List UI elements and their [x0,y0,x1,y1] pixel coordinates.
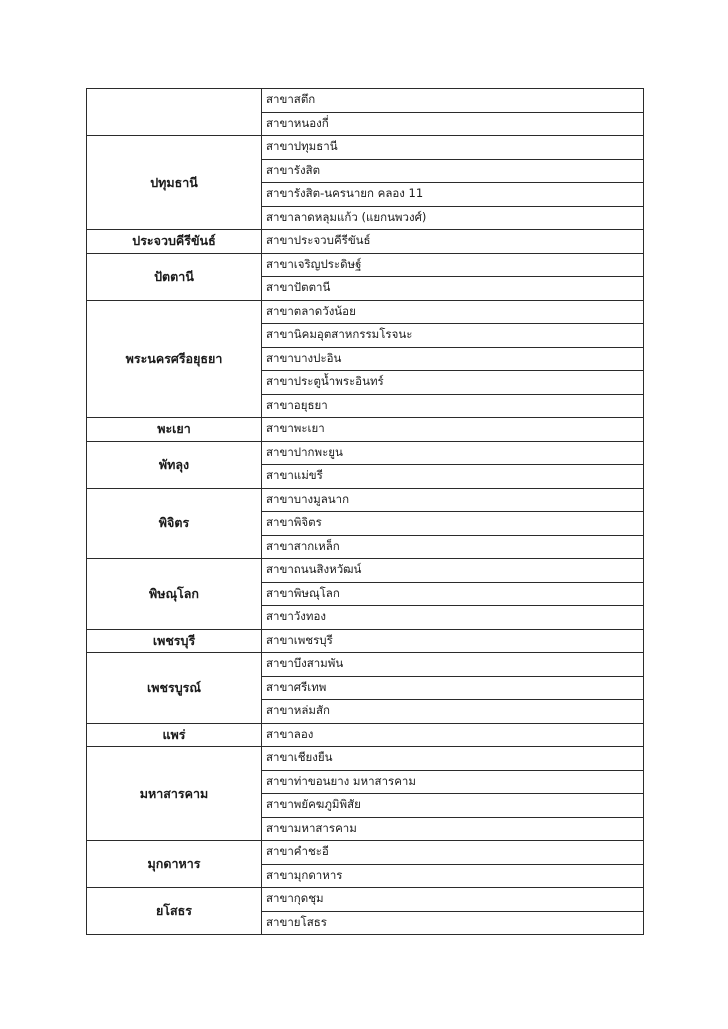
province-cell: พัทลุง [87,441,262,488]
table-body [87,89,644,935]
province-cell: ปทุมธานี [87,136,262,230]
branch-cell: สาขาอยุธยา [262,394,644,418]
province-cell: แพร่ [87,723,262,747]
province-cell: พะเยา [87,418,262,442]
branch-cell: สาขาบึงสามพัน [262,653,644,677]
province-cell: มหาสารคาม [87,747,262,841]
branch-cell: สาขามุกดาหาร [262,864,644,888]
branch-cell: สาขาบางมูลนาก [262,488,644,512]
table-row [87,418,644,442]
province-cell: พระนครศรีอยุธยา [87,300,262,418]
branch-cell: สาขาหล่มสัก [262,700,644,724]
branch-cell: สาขาถนนสิงหวัฒน์ [262,559,644,583]
table-row [87,841,644,865]
table-row [87,653,644,677]
branch-cell: สาขากุดชุม [262,888,644,912]
province-cell: ยโสธร [87,888,262,935]
table-row [87,89,644,113]
province-cell: พิษณุโลก [87,559,262,630]
table-row [87,559,644,583]
branch-cell: สาขามหาสารคาม [262,817,644,841]
province-cell: ปัตตานี [87,253,262,300]
branch-cell: สาขาเชียงยืน [262,747,644,771]
branch-cell: สาขาปัตตานี [262,277,644,301]
province-cell: ประจวบคีรีขันธ์ [87,230,262,254]
branch-cell: สาขานิคมอุตสาหกรรมโรจนะ [262,324,644,348]
table-row [87,441,644,465]
table-row [87,300,644,324]
table-row [87,888,644,912]
branch-cell: สาขาลอง [262,723,644,747]
branch-cell: สาขายโสธร [262,911,644,935]
table-row [87,488,644,512]
branch-cell: สาขาศรีเทพ [262,676,644,700]
branch-cell: สาขาตลาดวังน้อย [262,300,644,324]
province-branch-table [86,88,644,935]
table-row [87,629,644,653]
branch-cell: สาขาพะเยา [262,418,644,442]
table-row [87,230,644,254]
province-cell [87,89,262,136]
table-row [87,747,644,771]
branch-cell: สาขาท่าขอนยาง มหาสารคาม [262,770,644,794]
branch-cell: สาขาบางปะอิน [262,347,644,371]
branch-cell: สาขาปากพะยูน [262,441,644,465]
province-cell: เพชรบุรี [87,629,262,653]
branch-cell: สาขาวังทอง [262,606,644,630]
branch-cell: สาขาสากเหล็ก [262,535,644,559]
branch-cell: สาขาประตูน้ำพระอินทร์ [262,371,644,395]
branch-cell: สาขาคำชะอี [262,841,644,865]
branch-cell: สาขาแม่ขรี [262,465,644,489]
branch-cell: สาขาหนองกี่ [262,112,644,136]
branch-cell: สาขาสตึก [262,89,644,113]
branch-cell: สาขาพยัคฆภูมิพิสัย [262,794,644,818]
branch-cell: สาขารังสิต-นครนายก คลอง 11 [262,183,644,207]
branch-cell: สาขาพิจิตร [262,512,644,536]
province-cell: พิจิตร [87,488,262,559]
table-row [87,723,644,747]
branch-cell: สาขาปทุมธานี [262,136,644,160]
branch-cell: สาขาประจวบคีรีขันธ์ [262,230,644,254]
table-row [87,136,644,160]
province-cell: มุกดาหาร [87,841,262,888]
table-row [87,253,644,277]
branch-cell: สาขาเพชรบุรี [262,629,644,653]
branch-cell: สาขาพิษณุโลก [262,582,644,606]
branch-cell: สาขาลาดหลุมแก้ว (แยกนพวงศ์) [262,206,644,230]
branch-cell: สาขารังสิต [262,159,644,183]
branch-cell: สาขาเจริญประดิษฐ์ [262,253,644,277]
province-cell: เพชรบูรณ์ [87,653,262,724]
